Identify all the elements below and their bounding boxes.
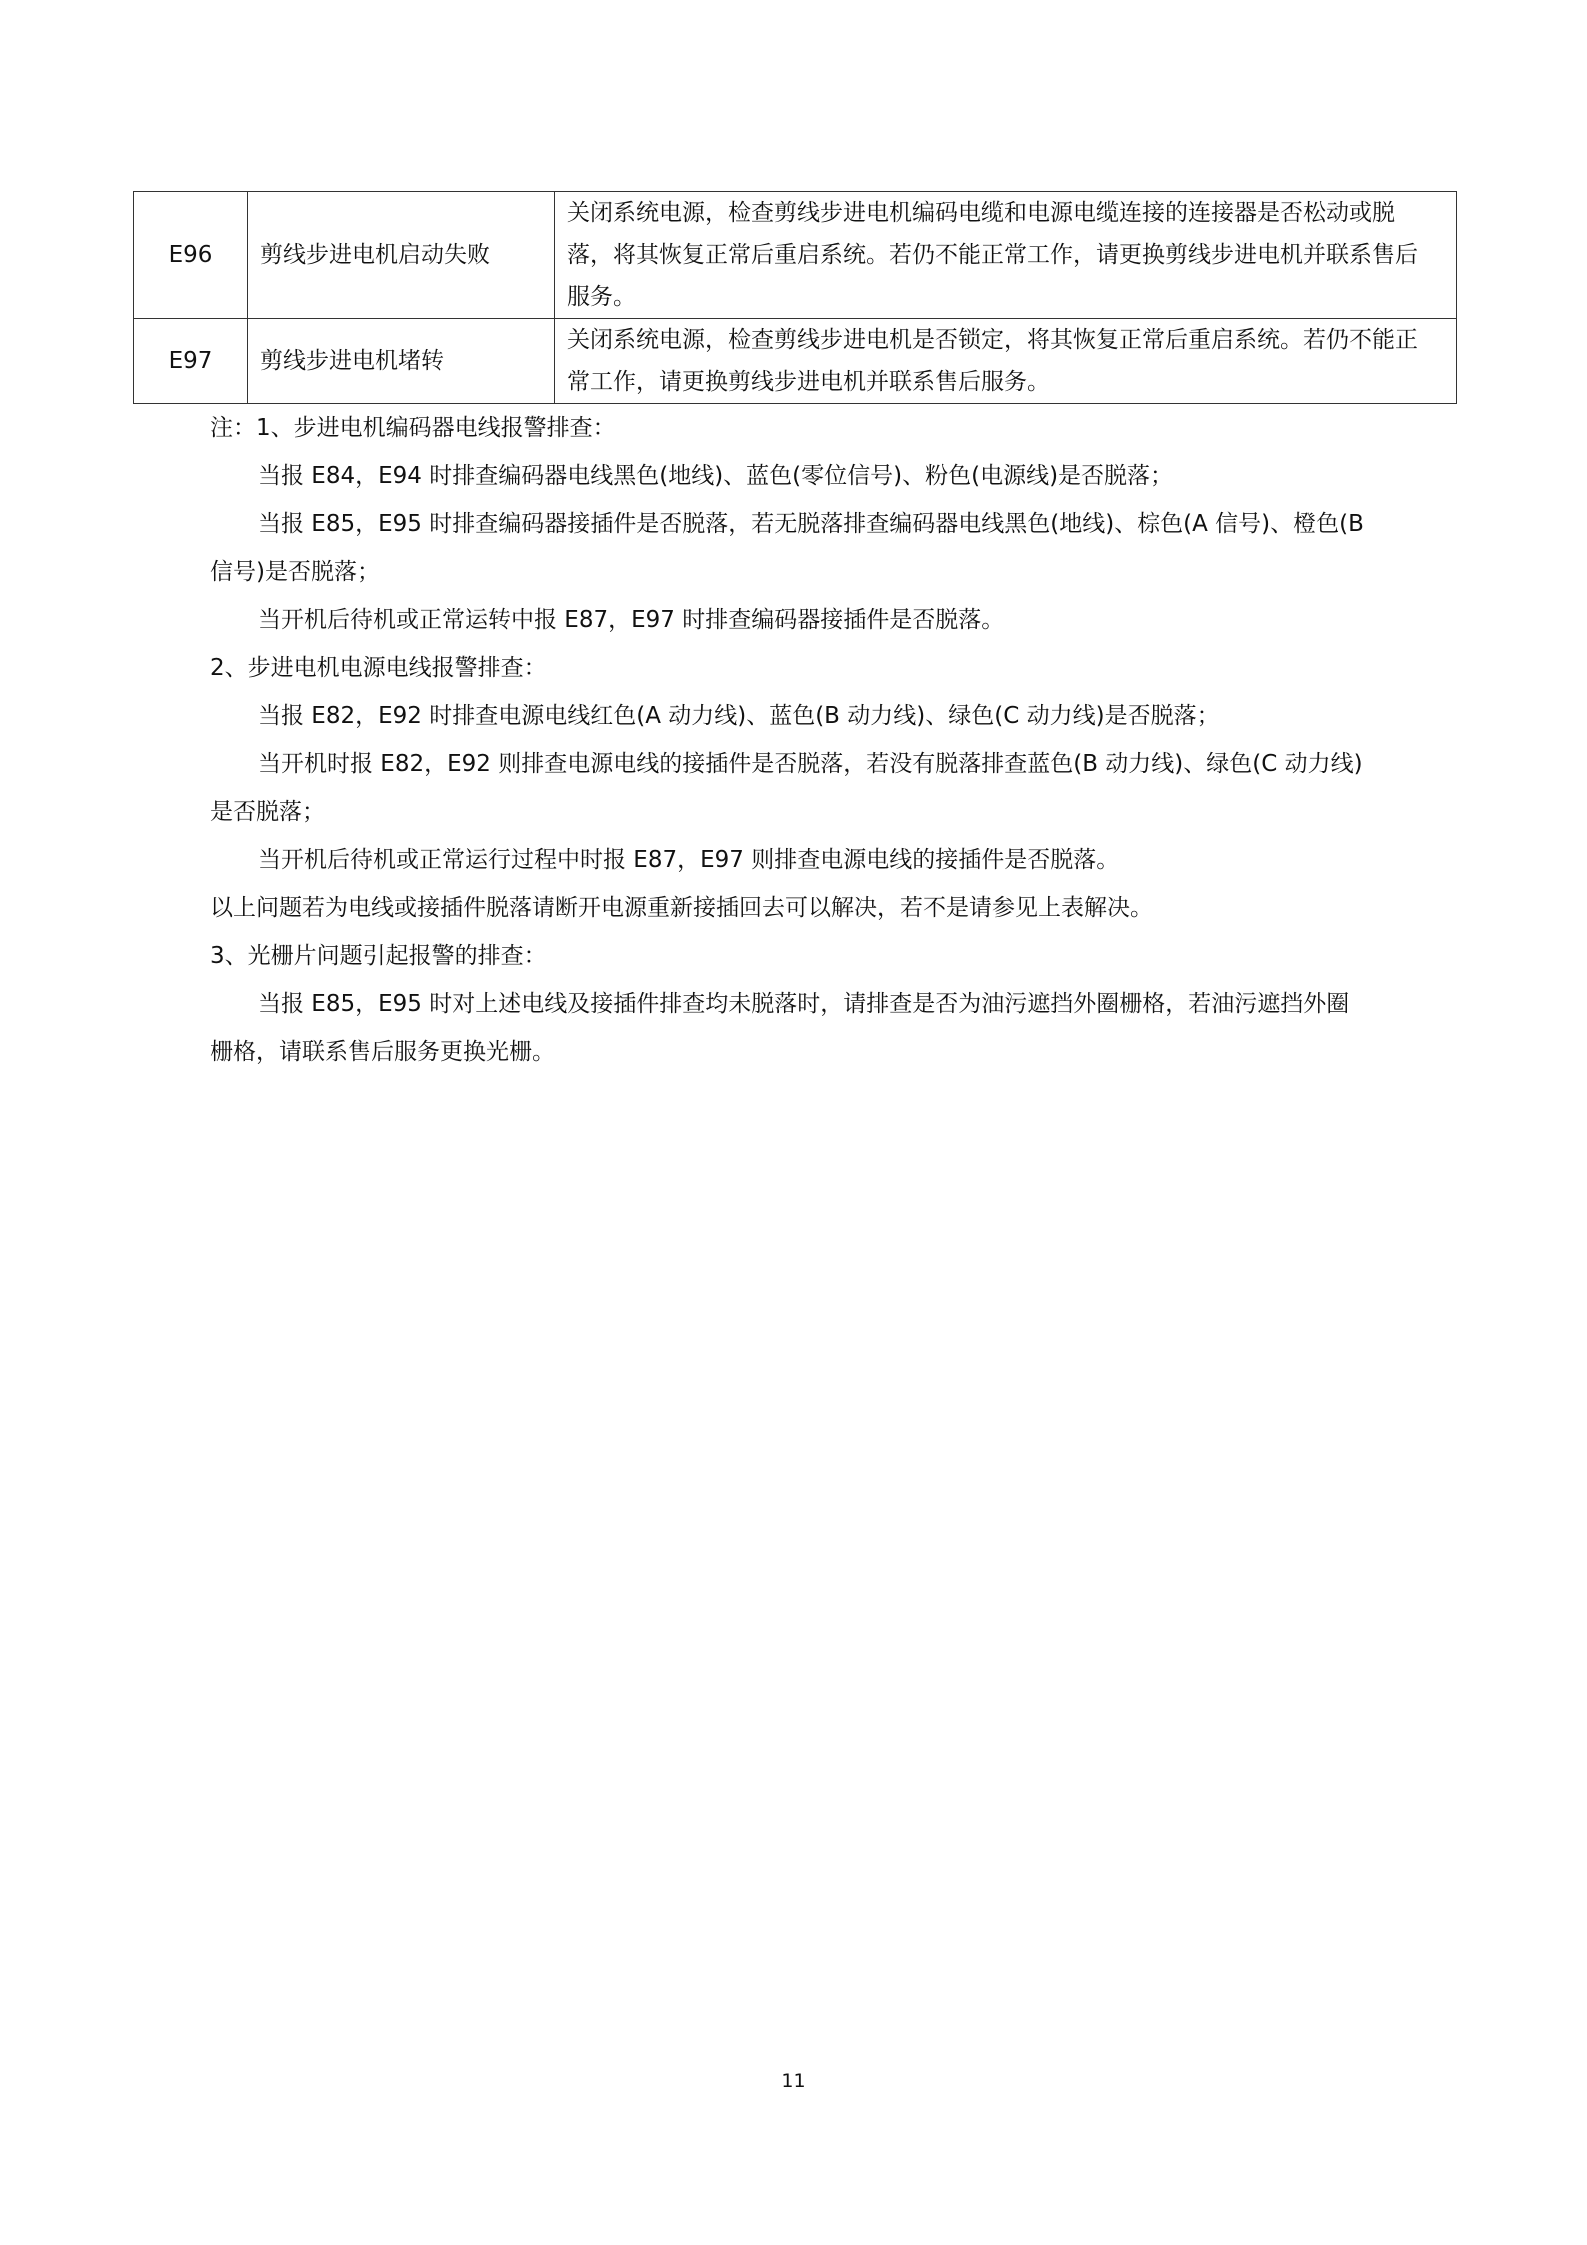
table-row: [134, 192, 1457, 319]
note-line: 当报 E85，E95 时排查编码器接插件是否脱落，若无脱落排查编码器电线黑色(地线)、棕色(A 信号)、橙色(B: [258, 511, 1364, 537]
note-line: 当报 E85，E95 时对上述电线及接插件排查均未脱落时，请排查是否为油污遮挡外圈栅格，若油污遮挡外圈: [258, 991, 1350, 1017]
action-line: 关闭系统电源，检查剪线步进电机是否锁定，将其恢复正常后重启系统。若仍不能正: [567, 327, 1418, 353]
note-line: 是否脱落；: [210, 799, 325, 825]
error-code: E97: [134, 319, 248, 404]
note-line: 2、步进电机电源电线报警排查：: [210, 655, 547, 681]
notes-section: [210, 404, 1396, 1076]
note-line: 当开机后待机或正常运转中报 E87，E97 时排查编码器接插件是否脱落。: [258, 607, 1005, 633]
fault-code-table: [133, 191, 1457, 404]
note-line: 3、光栅片问题引起报警的排查：: [210, 943, 547, 969]
note-line: 当报 E82，E92 时排查电源电线红色(A 动力线)、蓝色(B 动力线)、绿色(C 动力线)是否脱落；: [258, 703, 1220, 729]
note-line: 注：1、步进电机编码器电线报警排查：: [210, 415, 616, 441]
error-description: 剪线步进电机启动失败: [248, 192, 555, 319]
page-number: 11: [781, 2070, 806, 2092]
note-line: 当开机后待机或正常运行过程中时报 E87，E97 则排查电源电线的接插件是否脱落。: [258, 847, 1120, 873]
note-line: 以上问题若为电线或接插件脱落请断开电源重新接插回去可以解决，若不是请参见上表解决。: [210, 895, 1153, 921]
action-line: 关闭系统电源，检查剪线步进电机编码电缆和电源电缆连接的连接器是否松动或脱: [567, 200, 1395, 226]
error-code: E96: [134, 192, 248, 319]
action-line: 落，将其恢复正常后重启系统。若仍不能正常工作，请更换剪线步进电机并联系售后: [567, 242, 1418, 268]
note-line: 信号)是否脱落；: [210, 559, 380, 585]
note-line: 当报 E84，E94 时排查编码器电线黑色(地线)、蓝色(零位信号)、粉色(电源线)是否脱落；: [258, 463, 1174, 489]
error-action: [555, 192, 1457, 319]
action-line: 常工作，请更换剪线步进电机并联系售后服务。: [567, 369, 1050, 395]
note-line: 栅格，请联系售后服务更换光栅。: [210, 1039, 555, 1065]
error-description: 剪线步进电机堵转: [248, 319, 555, 404]
action-line: 服务。: [567, 284, 636, 310]
error-action: [555, 319, 1457, 404]
table-row: [134, 319, 1457, 404]
note-line: 当开机时报 E82，E92 则排查电源电线的接插件是否脱落，若没有脱落排查蓝色(B 动力线)、绿色(C 动力线): [258, 751, 1363, 777]
